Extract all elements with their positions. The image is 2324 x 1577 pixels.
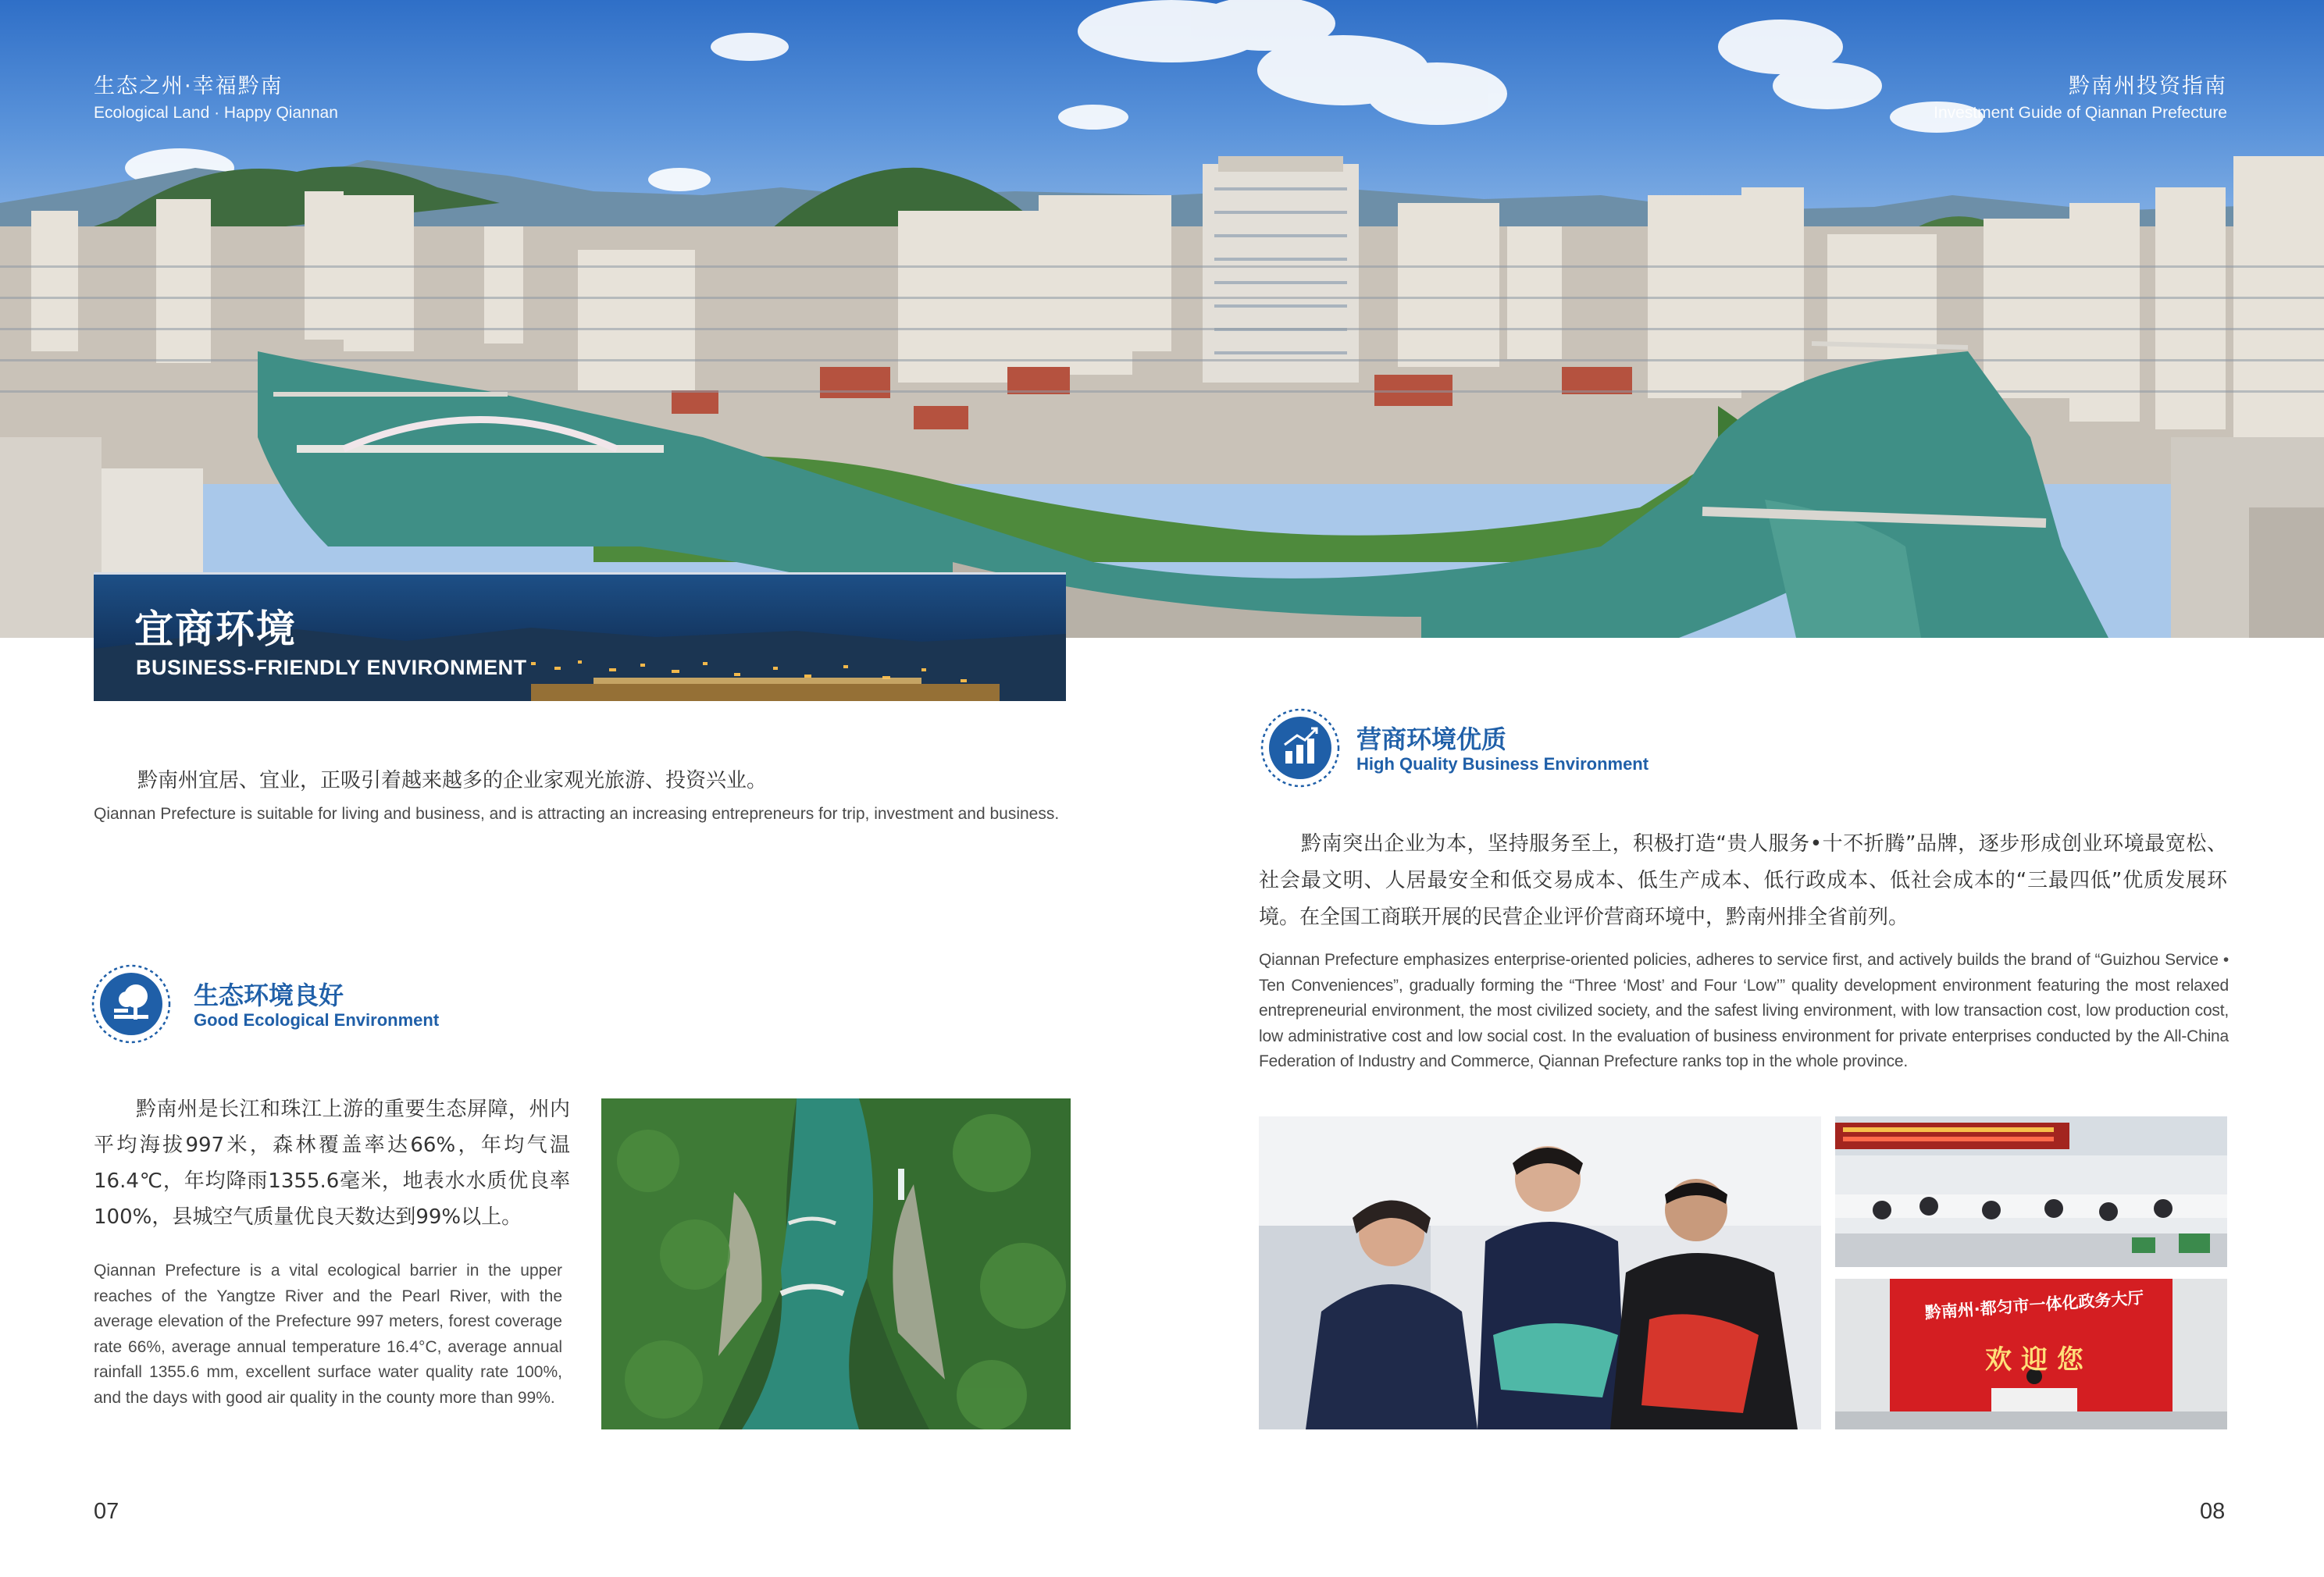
canyon-photo bbox=[601, 1098, 1071, 1429]
tax-officers-photo bbox=[1259, 1116, 1821, 1429]
banner-title-cn: 宜商环境 bbox=[134, 606, 297, 652]
hero-caption-left bbox=[94, 72, 338, 125]
biz-section-title-en: High Quality Business Environment bbox=[1356, 754, 1649, 774]
eco-paragraph-en: Qiannan Prefecture is a vital ecological barrier in the upper reaches of the Yangtze River and the Pearl River, with the average elevation of the Prefecture 997 meters, forest coverage rate 66%, average annual temperature 16.4°C, average annual rainfall 1355.6 mm, excellent surface water quality rate 100%, and the days with good air quality in the county more than 99%. bbox=[94, 1262, 562, 1407]
biz-section-title-cn: 营商环境优质 bbox=[1356, 724, 1507, 754]
banner-title-en: BUSINESS-FRIENDLY ENVIRONMENT bbox=[136, 656, 527, 679]
section-title-banner bbox=[94, 572, 1066, 701]
hall-sign: 黔南州·都匀市一体化政务大厅 bbox=[1924, 1288, 2145, 1322]
bar-chart-icon bbox=[1260, 707, 1341, 788]
intro-paragraph-en: Qiannan Prefecture is suitable for living and business, and is attracting an increasing entrepreneurs for trip, investment and business. bbox=[94, 805, 1060, 823]
hero-cityscape-photo bbox=[0, 0, 2324, 638]
government-hall-photo bbox=[1835, 1279, 2227, 1429]
eco-paragraph-cn: 黔南州是长江和珠江上游的重要生态屏障，州内平均海拔997米，森林覆盖率达66%，年均气温16.4℃，年均降雨1355.6毫米，地表水水质优良率100%，县城空气质量优良天数达到99%以上。 bbox=[94, 1098, 570, 1229]
biz-paragraph-en: Qiannan Prefecture emphasizes enterprise-oriented policies, adheres to service first, and actively builds the brand of “Guizhou Service • Ten Conveniences”, gradually forming the “Three ‘Most’ and Four ‘Low’” quality development environment featuring the most relaxed entrepreneurial environment, the most civilized society, and the safest living environment, with low transaction cost, low production cost, low administrative cost and low social cost. In the evaluation of business environment for private enterprises conducted by the All-China Federation of Industry and Commerce, Qiannan Prefecture ranks top in the whole province. bbox=[1259, 951, 2229, 1070]
welcome-sign: 欢 迎 您 bbox=[1985, 1344, 2083, 1376]
intro-paragraph-cn: 黔南州宜居、宜业，正吸引着越来越多的企业家观光旅游、投资兴业。 bbox=[137, 769, 768, 792]
hero-caption-right bbox=[1934, 72, 2227, 125]
eco-section-title-en: Good Ecological Environment bbox=[194, 1010, 440, 1030]
eco-section-title-cn: 生态环境良好 bbox=[194, 981, 344, 1010]
canyon-illustration bbox=[601, 1098, 1071, 1429]
service-hall-illustration bbox=[1835, 1116, 2227, 1267]
officers-illustration bbox=[1259, 1116, 1821, 1429]
guide-title-cn: 黔南州投资指南 bbox=[2069, 74, 2227, 98]
page-number-left: 07 bbox=[94, 1499, 119, 1524]
guide-title-en: Investment Guide of Qiannan Prefecture bbox=[1934, 104, 2227, 122]
biz-paragraph-cn: 黔南突出企业为本，坚持服务至上，积极打造“贵人服务•十不折腾”品牌，逐步形成创业环境最宽松、社会最文明、人居最安全和低交易成本、低生产成本、低行政成本、低社会成本的“三最四低”优质发展环境。在全国工商联开展的民营企业评价营商环境中，黔南州排全省前列。 bbox=[1259, 832, 2227, 929]
tree-icon bbox=[91, 963, 172, 1045]
hero-tagline-cn: 生态之州·幸福黔南 bbox=[94, 74, 283, 98]
service-hall-photo bbox=[1835, 1116, 2227, 1267]
page-number-right: 08 bbox=[2200, 1499, 2226, 1524]
hero-tagline-en: Ecological Land · Happy Qiannan bbox=[94, 104, 338, 122]
